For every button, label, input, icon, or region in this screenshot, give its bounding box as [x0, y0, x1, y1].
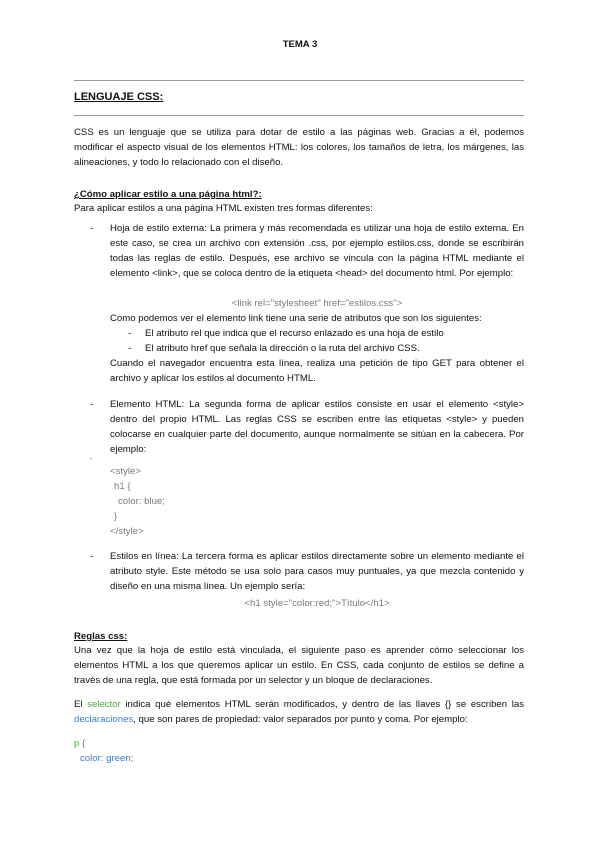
selector-paragraph: El selector indica qué elementos HTML serán modificados, y dentro de las llaves {} se escriben las declaraciones, que son pares de propiedad: valor separados por punto y coma. Por ejemplo:	[74, 699, 524, 725]
code-style-line: <style>	[110, 466, 141, 477]
link-attr-href: El atributo href que señala la dirección o la ruta del archivo CSS.	[145, 343, 420, 354]
item-external-stylesheet: Hoja de estilo externa: La primera y más recomendada es utilizar una hoja de estilo externa. En este caso, se crea un archivo con extensión .css, por ejemplo estilos.css, donde se escribirán todas las reglas de estilo. Después, ese archivo se vincula con la página HTML mediante el elemento <link>, que se coloca dentro de la etiqueta <head> del documento html. Por ejemplo:	[110, 223, 524, 279]
link-attr-rel: El atributo rel que indica que el recurso enlazado es una hoja de estilo	[145, 328, 444, 339]
title-rule-top	[74, 80, 524, 81]
code-style-line: color: blue;	[118, 496, 165, 507]
bullet-dash: -	[90, 399, 94, 410]
code-p-selector: p {	[74, 738, 86, 749]
link-attrs-intro: Como podemos ver el elemento link tiene una serie de atributos que son los siguientes:	[110, 313, 482, 324]
page-header: TEMA 3	[282, 39, 318, 50]
item-style-element: Elemento HTML: La segunda forma de aplicar estilos consiste en usar el elemento <style> dentro del propio HTML. Las reglas CSS se escriben entre las etiquetas <style> y pueden colocarse en cualquier parte del documento, aunque normalmente se sitúan en la cabecera. Por ejemplo:	[110, 399, 524, 455]
stray-dot: .	[90, 452, 93, 461]
declaraciones-term: declaraciones	[74, 714, 134, 725]
intro-paragraph: CSS es un lenguaje que se utiliza para dotar de estilo a las páginas web. Gracias a él, podemos modificar el aspecto visual de los elementos HTML: los colores, los tamaños de letra, los márgenes, las alineaciones, y todo lo relacionado con el diseño.	[74, 127, 524, 168]
section-heading-rules: Reglas css:	[74, 631, 128, 642]
rules-paragraph: Una vez que la hoja de estilo está vinculada, el siguiente paso es aprender cómo seleccionar los elementos HTML a los que queremos aplicar un estilo. En CSS, cada conjunto de estilos se define a través de una regla, que está formada por un selector y un bloque de declaraciones.	[74, 645, 524, 686]
code-style-line: }	[114, 511, 118, 522]
selector-term: selector	[87, 699, 121, 710]
code-link-example: <link rel="stylesheet" href="estilos.css">	[231, 298, 403, 309]
section-lead: Para aplicar estilos a una página HTML existen tres formas diferentes:	[74, 203, 373, 214]
page-title: LENGUAJE CSS:	[74, 91, 164, 103]
code-p-declaration: color: green;	[80, 753, 134, 764]
item-inline-styles: Estilos en línea: La tercera forma es aplicar estilos directamente sobre un elemento mediante el atributo style. Este método se usa solo para casos muy puntuales, ya que mezcla contenido y diseño en una misma línea. Un ejemplo sería:	[110, 551, 524, 592]
title-rule-bottom	[74, 115, 524, 116]
code-style-line: h1 {	[114, 481, 131, 492]
sub-bullet-dash: -	[128, 328, 132, 339]
bullet-dash: -	[90, 223, 94, 234]
link-after-text: Cuando el navegador encuentra esta línea, realiza una petición de tipo GET para obtener el archivo y aplicar los estilos al documento HTML.	[110, 358, 524, 384]
code-style-line: </style>	[110, 526, 144, 537]
bullet-dash: -	[90, 551, 94, 562]
section-heading-apply: ¿Cómo aplicar estilo a una página html?:	[74, 189, 262, 200]
code-inline-example: <h1 style="color:red;">Título</h1>	[244, 598, 390, 609]
sub-bullet-dash: -	[128, 343, 132, 354]
